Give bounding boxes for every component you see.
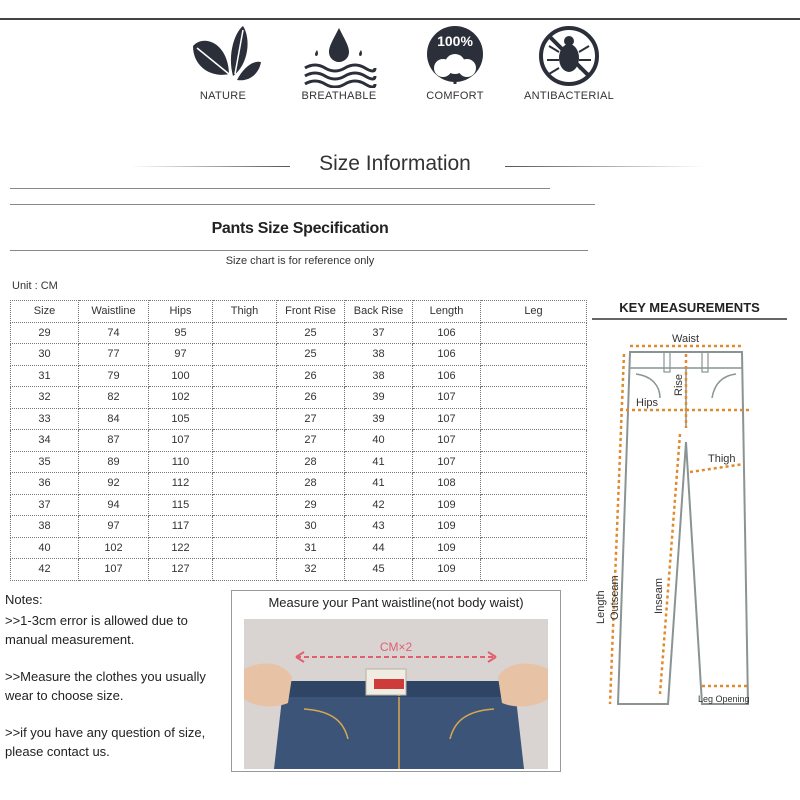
table-row bbox=[11, 322, 587, 344]
belt-loop bbox=[702, 352, 708, 372]
table-cell bbox=[481, 365, 587, 387]
table-cell: 40 bbox=[11, 537, 79, 559]
column-header: Hips bbox=[149, 301, 213, 323]
spec-title: Pants Size Specification bbox=[211, 220, 389, 237]
table-cell: 41 bbox=[345, 473, 413, 495]
table-cell bbox=[481, 322, 587, 344]
table-cell: 32 bbox=[277, 559, 345, 581]
column-header: Size bbox=[11, 301, 79, 323]
table-cell: 108 bbox=[413, 473, 481, 495]
table-cell: 38 bbox=[345, 365, 413, 387]
table-row bbox=[11, 387, 587, 409]
outseam-measure-line bbox=[610, 354, 624, 704]
table-cell: 39 bbox=[345, 387, 413, 409]
column-header: Length bbox=[413, 301, 481, 323]
table-cell: 107 bbox=[149, 430, 213, 452]
table-cell: 43 bbox=[345, 516, 413, 538]
leg-opening-label: Leg Opening bbox=[698, 694, 750, 704]
table-cell: 31 bbox=[277, 537, 345, 559]
table-cell: 107 bbox=[413, 430, 481, 452]
table-cell: 127 bbox=[149, 559, 213, 581]
table-cell bbox=[213, 387, 277, 409]
table-header-row bbox=[11, 301, 587, 323]
feature-label: ANTIBACTERIAL bbox=[523, 90, 615, 102]
leaf-icon bbox=[183, 24, 263, 88]
table-cell: 40 bbox=[345, 430, 413, 452]
table-cell: 28 bbox=[277, 451, 345, 473]
divider bbox=[592, 318, 787, 320]
table-cell: 95 bbox=[149, 322, 213, 344]
pocket-line bbox=[636, 374, 660, 398]
table-cell: 109 bbox=[413, 559, 481, 581]
table-cell: 33 bbox=[11, 408, 79, 430]
table-row bbox=[11, 451, 587, 473]
feature-antibacterial bbox=[514, 24, 624, 102]
table-cell bbox=[213, 344, 277, 366]
note-item: >>if you have any question of size, please contact us. bbox=[5, 725, 206, 759]
table-cell bbox=[481, 430, 587, 452]
table-cell: 42 bbox=[11, 559, 79, 581]
table-cell: 106 bbox=[413, 365, 481, 387]
table-cell: 29 bbox=[11, 322, 79, 344]
table-cell: 79 bbox=[79, 365, 149, 387]
table-cell bbox=[481, 344, 587, 366]
table-cell: 107 bbox=[413, 451, 481, 473]
size-table bbox=[10, 300, 587, 581]
table-cell: 105 bbox=[149, 408, 213, 430]
column-header: Leg bbox=[481, 301, 587, 323]
column-header: Back Rise bbox=[345, 301, 413, 323]
feature-nature bbox=[168, 24, 278, 102]
table-cell: 82 bbox=[79, 387, 149, 409]
table-cell: 122 bbox=[149, 537, 213, 559]
table-row bbox=[11, 559, 587, 581]
table-cell bbox=[213, 516, 277, 538]
table-cell: 30 bbox=[277, 516, 345, 538]
arrow-label: CM×2 bbox=[379, 640, 413, 654]
key-measurements-title: KEY MEASUREMENTS bbox=[619, 300, 760, 315]
jeans-photo bbox=[244, 619, 548, 774]
table-cell: 92 bbox=[79, 473, 149, 495]
table-cell: 109 bbox=[413, 494, 481, 516]
table-cell: 31 bbox=[11, 365, 79, 387]
notes-section bbox=[5, 590, 230, 761]
table-cell bbox=[481, 494, 587, 516]
table-cell: 38 bbox=[345, 344, 413, 366]
no-bug-icon bbox=[529, 24, 609, 88]
table-cell: 115 bbox=[149, 494, 213, 516]
table-cell: 29 bbox=[277, 494, 345, 516]
table-cell: 27 bbox=[277, 408, 345, 430]
divider bbox=[130, 166, 290, 167]
table-cell: 38 bbox=[11, 516, 79, 538]
table-cell: 30 bbox=[11, 344, 79, 366]
size-information-title: Size Information bbox=[319, 152, 471, 175]
notes-heading: Notes: bbox=[5, 592, 43, 607]
water-drop-icon bbox=[299, 24, 379, 88]
table-cell: 106 bbox=[413, 322, 481, 344]
measure-title: Measure your Pant waistline(not body waist) bbox=[268, 595, 524, 610]
table-cell bbox=[213, 408, 277, 430]
table-cell: 77 bbox=[79, 344, 149, 366]
feature-label: NATURE bbox=[199, 90, 247, 102]
column-header: Waistline bbox=[79, 301, 149, 323]
table-cell: 107 bbox=[79, 559, 149, 581]
table-cell: 35 bbox=[11, 451, 79, 473]
table-cell: 44 bbox=[345, 537, 413, 559]
table-row bbox=[11, 344, 587, 366]
table-cell: 107 bbox=[413, 387, 481, 409]
table-cell: 117 bbox=[149, 516, 213, 538]
table-cell: 42 bbox=[345, 494, 413, 516]
table-cell bbox=[481, 516, 587, 538]
table-cell: 45 bbox=[345, 559, 413, 581]
pocket-line bbox=[712, 374, 736, 398]
table-row bbox=[11, 408, 587, 430]
outseam-label: Outseam bbox=[609, 575, 621, 620]
table-cell: 87 bbox=[79, 430, 149, 452]
table-cell: 34 bbox=[11, 430, 79, 452]
table-cell: 27 bbox=[277, 430, 345, 452]
waist-label: Waist bbox=[672, 333, 700, 345]
table-cell: 89 bbox=[79, 451, 149, 473]
table-cell bbox=[213, 494, 277, 516]
table-cell: 41 bbox=[345, 451, 413, 473]
table-cell: 109 bbox=[413, 537, 481, 559]
table-cell: 26 bbox=[277, 387, 345, 409]
table-cell: 25 bbox=[277, 322, 345, 344]
table-cell: 37 bbox=[11, 494, 79, 516]
table-cell: 25 bbox=[277, 344, 345, 366]
table-row bbox=[11, 473, 587, 495]
table-cell bbox=[481, 559, 587, 581]
table-cell: 28 bbox=[277, 473, 345, 495]
table-cell: 112 bbox=[149, 473, 213, 495]
table-cell: 37 bbox=[345, 322, 413, 344]
table-cell: 32 bbox=[11, 387, 79, 409]
table-cell bbox=[213, 559, 277, 581]
table-cell: 97 bbox=[79, 516, 149, 538]
unit-label: Unit : CM bbox=[12, 280, 58, 292]
cotton-icon bbox=[415, 24, 495, 88]
thigh-measure-line bbox=[690, 464, 744, 472]
table-cell: 102 bbox=[79, 537, 149, 559]
table-cell bbox=[213, 365, 277, 387]
comfort-badge: 100% bbox=[437, 33, 473, 49]
feature-label: BREATHABLE bbox=[301, 90, 377, 102]
table-cell bbox=[481, 387, 587, 409]
table-cell bbox=[213, 430, 277, 452]
table-cell: 39 bbox=[345, 408, 413, 430]
table-cell: 100 bbox=[149, 365, 213, 387]
table-cell bbox=[481, 473, 587, 495]
note-item: >>1-3cm error is allowed due to manual measurement. bbox=[5, 613, 188, 647]
divider bbox=[10, 250, 588, 251]
table-cell bbox=[481, 537, 587, 559]
table-cell bbox=[213, 537, 277, 559]
reference-note: Size chart is for reference only bbox=[225, 255, 375, 267]
table-cell bbox=[213, 322, 277, 344]
rise-label: Rise bbox=[673, 373, 685, 396]
table-row bbox=[11, 516, 587, 538]
feature-breathable bbox=[284, 24, 394, 102]
size-information-header bbox=[0, 150, 800, 180]
divider bbox=[10, 188, 550, 189]
feature-comfort bbox=[400, 24, 510, 102]
table-cell: 107 bbox=[413, 408, 481, 430]
table-row bbox=[11, 365, 587, 387]
table-cell: 110 bbox=[149, 451, 213, 473]
column-header: Thigh bbox=[213, 301, 277, 323]
table-row bbox=[11, 494, 587, 516]
divider bbox=[10, 204, 595, 205]
table-row bbox=[11, 537, 587, 559]
table-cell: 97 bbox=[149, 344, 213, 366]
measure-waistline-box bbox=[231, 590, 561, 772]
table-cell: 106 bbox=[413, 344, 481, 366]
table-cell: 84 bbox=[79, 408, 149, 430]
inseam-label: Inseam bbox=[653, 577, 665, 614]
belt-loop bbox=[664, 352, 670, 372]
table-cell: 74 bbox=[79, 322, 149, 344]
table-cell: 109 bbox=[413, 516, 481, 538]
table-cell bbox=[481, 408, 587, 430]
table-cell: 102 bbox=[149, 387, 213, 409]
pants-diagram bbox=[590, 324, 790, 719]
table-cell bbox=[481, 451, 587, 473]
table-cell bbox=[213, 451, 277, 473]
divider bbox=[505, 166, 705, 167]
table-row bbox=[11, 430, 587, 452]
table-cell: 26 bbox=[277, 365, 345, 387]
hips-label: Hips bbox=[636, 397, 659, 409]
table-cell: 94 bbox=[79, 494, 149, 516]
length-label: Length bbox=[595, 590, 607, 624]
thigh-label: Thigh bbox=[708, 453, 736, 465]
table-cell bbox=[213, 473, 277, 495]
note-item: >>Measure the clothes you usually wear to choose size. bbox=[5, 669, 206, 703]
feature-label: COMFORT bbox=[426, 90, 484, 102]
table-cell: 36 bbox=[11, 473, 79, 495]
top-border bbox=[0, 18, 800, 20]
column-header: Front Rise bbox=[277, 301, 345, 323]
